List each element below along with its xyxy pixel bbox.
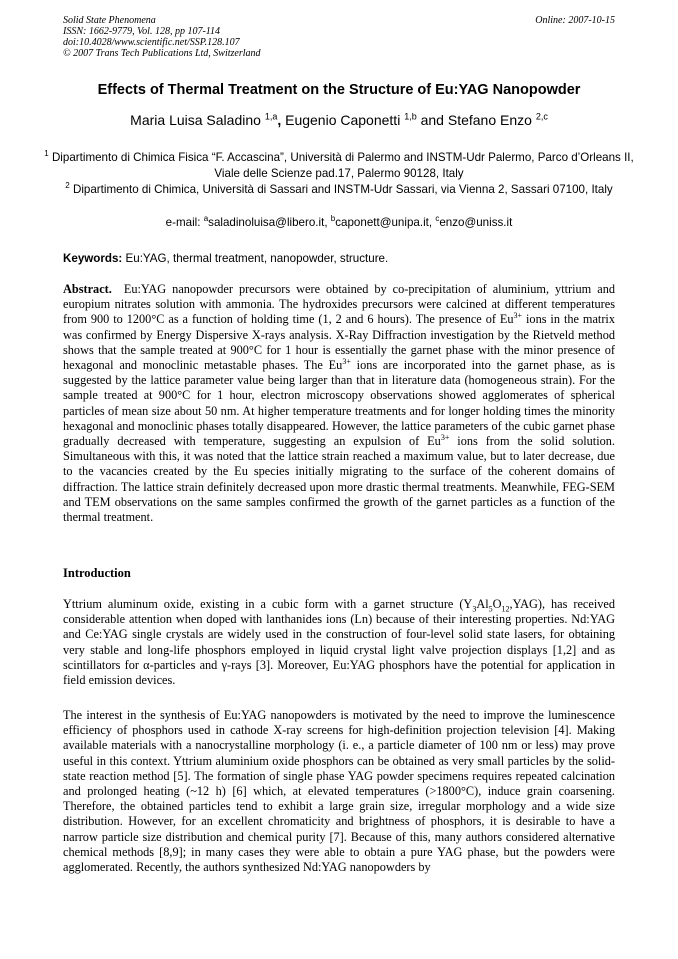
copyright-line: © 2007 Trans Tech Publications Ltd, Switzerland xyxy=(63,48,261,59)
affiliations xyxy=(40,150,638,198)
online-date: Online: 2007-10-15 xyxy=(535,15,615,26)
author-list xyxy=(20,112,658,128)
doi-line: doi:10.4028/www.scientific.net/SSP.128.107 xyxy=(63,37,240,48)
email-link-c[interactable]: enzo@uniss.it xyxy=(439,216,513,229)
keywords-text: Eu:YAG, thermal treatment, nanopowder, structure. xyxy=(125,252,389,265)
journal-header xyxy=(63,15,443,59)
affiliation-1: $^1$ Dipartimento di Chimica Fisica “F. Accascina”, Università di Palermo and INSTM-Udr Palermo, Parco d’Orleans II, Viale delle Scienze pad.17, Palermo 90128, Italy xyxy=(44,149,634,180)
journal-name: Solid State Phenomena xyxy=(63,15,156,26)
email-line: e-mail: $^a$saladinoluisa@libero.it, $^b$caponett@unipa.it, $^c$enzo@uniss.it xyxy=(165,214,513,229)
introduction-heading: Introduction xyxy=(63,566,131,580)
abstract xyxy=(63,282,615,525)
email-link-b[interactable]: caponett@unipa.it xyxy=(335,216,429,229)
affiliation-2: $^2$ Dipartimento di Chimica, Università di Sassari and INSTM-Udr Sassari, via Vienna 2, Sassari 07100, Italy xyxy=(65,181,613,196)
issn-line: ISSN: 1662-9779, Vol. 128, pp 107-114 xyxy=(63,26,221,37)
paper-title: Effects of Thermal Treatment on the Structure of Eu:YAG Nanopowder xyxy=(97,82,581,98)
intro-paragraph-1: Yttrium aluminum oxide, existing in a cubic form with a garnet structure $(Y_3Al_5O_{12},YAG)$, has received considerable attention when doped with lanthanides ions (Ln) because of their interesting properties. Nd:YAG and Ce:YAG single crystals are widely used in the construction of four-level solid state lasers, for obtaining very stable and long-life phosphors employed in liquid crystal light valve projection displays [1,2] and as scintillators for α-particles and γ-rays [3]. Moreover, Eu:YAG phosphors have the potential for application in field emission devices. xyxy=(63,597,615,688)
intro-paragraph-2: The interest in the synthesis of Eu:YAG nanopowders is motivated by the need to improve the luminescence efficiency of phosphors used in cathode X-ray screens for high-definition projection television [4]. Making available materials with a nanocrystalline morphology (i. e., a particle diameter of 100 nm or less) may prove useful in this context. Yttrium aluminium oxide phosphors can be obtained as very small particles by the solid-state reaction method [5]. The formation of single phase YAG powder specimens requires repeated calcination and prolonged heating (~12 h) [6] which, at elevated temperatures (>1800°C), induce grain coarsening. Therefore, the obtained particles tend to exhibit a large grain size, irregular morphology and a wide size distribution. However, for an excellent chromaticity and brightness of phosphors, it is desirable to have a narrow particle size distribution and chemical purity [7]. Because of this, many authors considered alternative chemical methods [8,9]; in many cases they were able to obtain a pure YAG phase, but the powders were agglomerated. Recently, the authors synthesized Nd:YAG nanopowders by xyxy=(63,708,615,875)
author-1: Maria Luisa Saladino $^{1,a}$, xyxy=(130,111,286,128)
author-3: Stefano Enzo $^{2,c}$ xyxy=(447,111,548,128)
email-link-a[interactable]: saladinoluisa@libero.it xyxy=(208,216,325,229)
keywords xyxy=(63,252,615,265)
keywords-label: Keywords: xyxy=(63,252,123,265)
author-2: Eugenio Caponetti $^{1,b}$ and xyxy=(285,111,448,128)
abstract-text: Eu:YAG nanopowder precursors were obtained by co-precipitation of aluminium, yttrium and europium nitrates solution with ammonia. The hydroxides precursors were calcined at different temperatures from 900 to 1200°C as a function of holding time (1, 2 and 6 hours). The presence of $Eu^{3+}$ ions in the matrix was confirmed by Energy Dispersive X-rays analysis. X-Ray Diffraction investigation by the Rietveld method shows that the sample treated at 900°C for 1 hour is essentially the garnet phase with the minor presence of hexagonal and monoclinic metastable phases. The $Eu^{3+}$ ions are incorporated into the garnet phase, as is suggested by the lattice parameter value being larger than that in literature data (homogeneous strain). For the sample treated at 900°C for 1 hour, electron microscopy observations showed agglomerates of spherical particles of mean size about 50 nm. At higher temperature treatments and for longer holding times the minority hexagonal and monoclinic phases totally disappeared. However, the lattice parameters of the cubic garnet phase gradually decreased with temperature, suggesting an expulsion of $Eu^{3+}$ ions from the solid solution. Simultaneous with this, it was noted that the lattice strain reached a maximum value, but to later decrease, due to the vacancies created by the Eu species initially migrating to the surface of the coherent domains of diffraction. The lattice strain definitely decreased upon more drastic thermal treatments. Meanwhile, FEG-SEM and TEM observations on the same samples confirmed the growth of the garnet particles as a function of the thermal treatment. xyxy=(63,282,615,525)
abstract-label: Abstract. xyxy=(63,282,112,296)
